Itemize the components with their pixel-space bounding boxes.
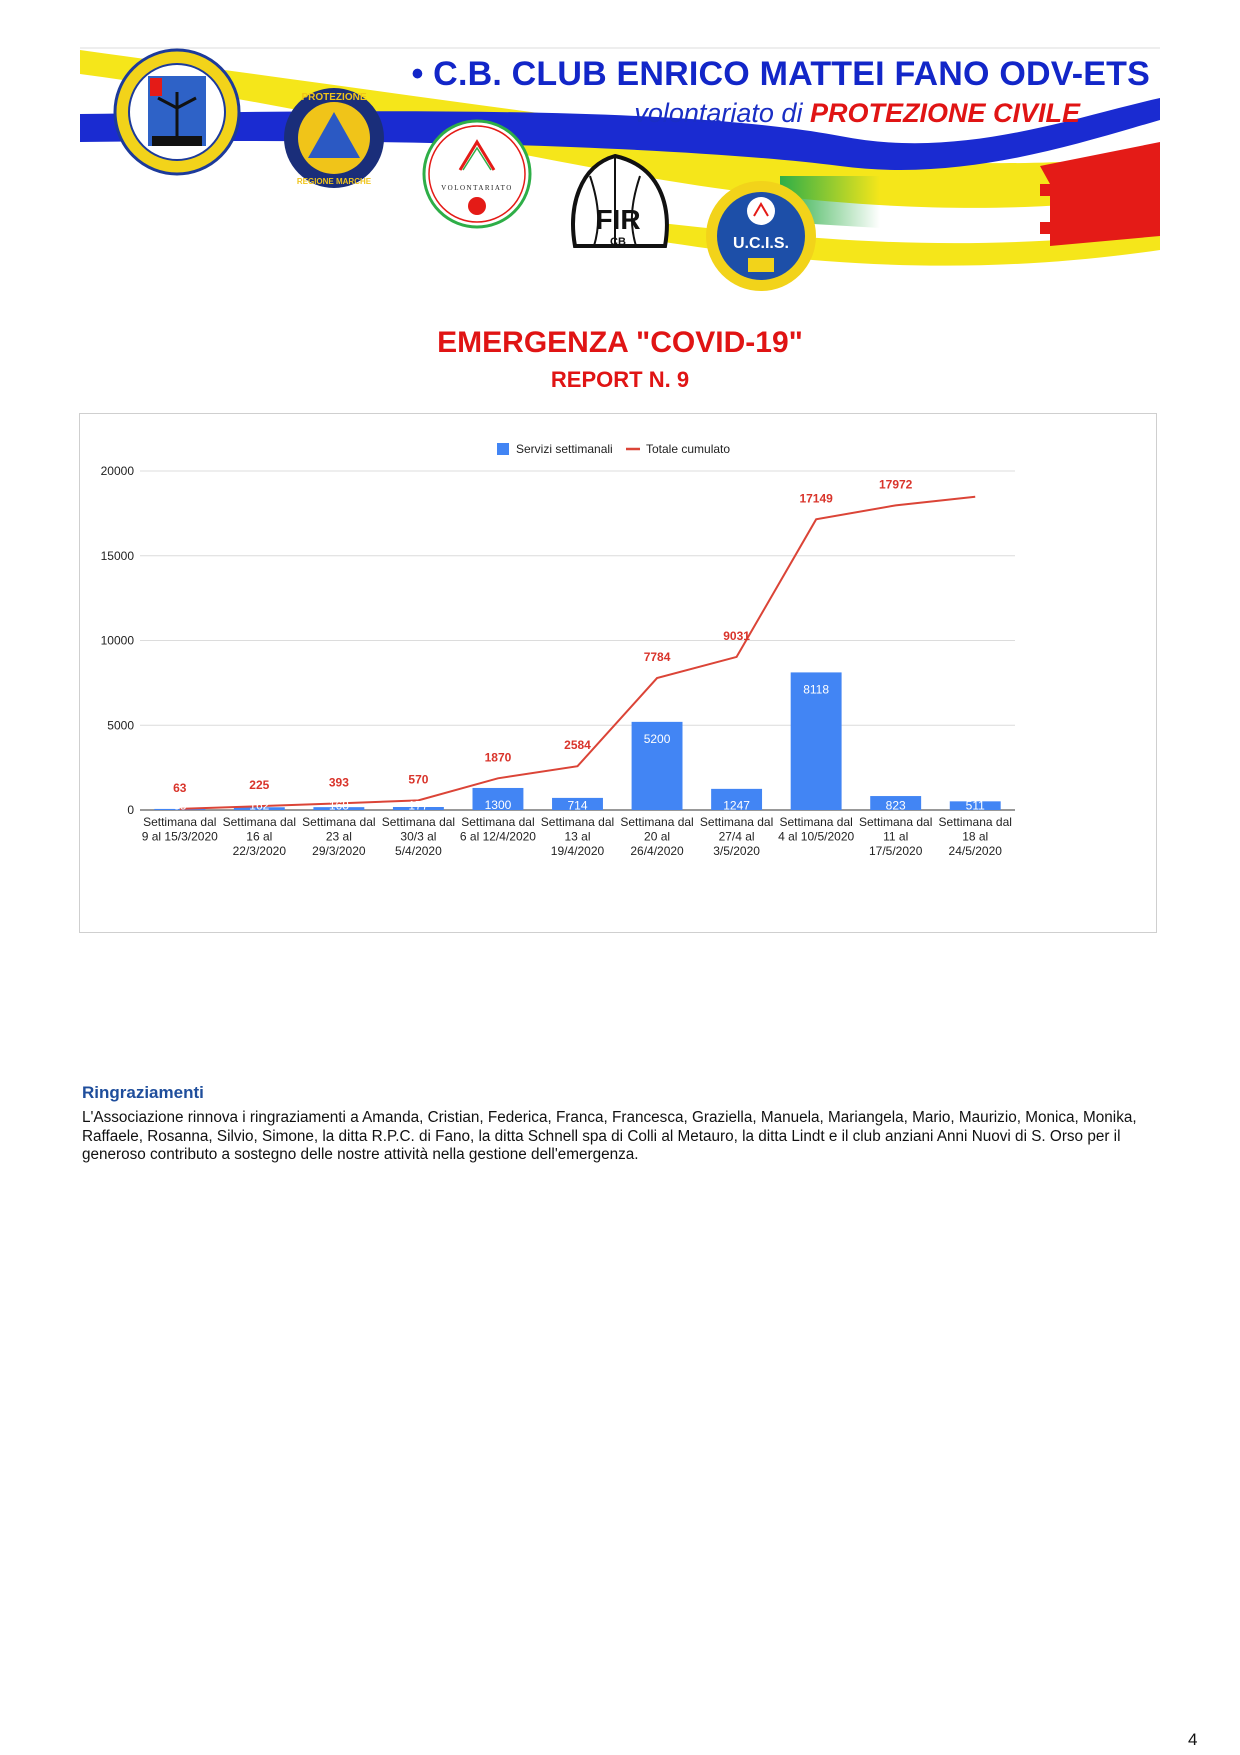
bar-value-label: 1247 <box>723 798 750 813</box>
cumulative-value-label: 1870 <box>484 750 512 765</box>
volontariato-logo <box>424 121 530 227</box>
subtitle-emphasis: PROTEZIONE CIVILE <box>809 98 1080 128</box>
y-tick-label: 15000 <box>100 548 134 563</box>
svg-text:CB: CB <box>610 236 626 248</box>
subtitle-prefix: volontariato di <box>634 98 803 128</box>
bar-value-label: 714 <box>567 798 588 813</box>
organization-name: • C.B. CLUB ENRICO MATTEI FANO ODV-ETS <box>411 55 1150 93</box>
x-category-label: Settimana dal <box>620 815 694 829</box>
x-category-label: 6 al 12/4/2020 <box>459 829 536 844</box>
x-category-label: Settimana dal <box>779 815 853 829</box>
report-title: EMERGENZA "COVID-19" <box>437 326 803 359</box>
x-category-label: 30/3 al <box>400 829 437 844</box>
thanks-heading: Ringraziamenti <box>82 1083 204 1102</box>
x-category-label: 27/4 al <box>718 829 755 844</box>
svg-text:FIR: FIR <box>595 204 641 235</box>
chart-line <box>180 497 975 809</box>
x-category-label: Settimana dal <box>302 815 376 829</box>
cumulative-line <box>180 497 975 809</box>
x-category-label: 3/5/2020 <box>713 844 760 858</box>
bar-value-label: 162 <box>249 798 270 813</box>
covid-chart <box>79 413 1157 933</box>
chart-gridlines <box>101 464 1015 817</box>
cumulative-value-label: 393 <box>328 775 349 790</box>
chart-canvas <box>80 414 1156 932</box>
ucis-logo <box>706 181 816 291</box>
legend-line-label: Totale cumulato <box>646 442 731 456</box>
x-category-label: Settimana dal <box>938 815 1012 829</box>
y-tick-label: 0 <box>127 803 134 817</box>
bar-value-label: 168 <box>328 798 349 813</box>
x-category-label: 26/4/2020 <box>630 844 684 858</box>
x-category-label: Settimana dal <box>858 815 933 829</box>
x-category-label: Settimana dal <box>461 815 535 829</box>
bar-value-label: 5200 <box>643 731 671 746</box>
cumulative-value-label: 225 <box>249 778 270 793</box>
cumulative-value-label: 17149 <box>799 491 833 506</box>
cumulative-value-label: 63 <box>173 780 187 795</box>
x-category-label: Settimana dal <box>540 815 615 829</box>
x-category-label: 13 al <box>564 829 591 844</box>
legend-bar-label: Servizi settimanali <box>516 442 613 456</box>
x-category-label: 23 al <box>325 829 352 844</box>
protezione-civile-marche-logo <box>284 88 384 188</box>
y-tick-label: 10000 <box>100 633 134 648</box>
organization-subtitle <box>420 98 1080 129</box>
legend-bar-swatch <box>497 443 509 455</box>
red-castle-shape <box>1040 142 1160 246</box>
page-number: 4 <box>1188 1730 1198 1749</box>
x-category-label: 20 al <box>644 829 671 844</box>
bar-value-label: 177 <box>408 798 429 813</box>
x-category-label: 4 al 10/5/2020 <box>778 829 855 844</box>
bar-value-label: 63 <box>173 798 187 813</box>
cumulative-value-label: 9031 <box>723 628 750 643</box>
x-category-label: 18 al <box>962 829 989 844</box>
x-category-label: 16 al <box>246 829 273 844</box>
x-category-label: 5/4/2020 <box>395 844 442 858</box>
thanks-text: L'Associazione rinnova i ringraziamenti a Amanda, Cristian, Federica, Franca, Francesca, Graziella, Manuela, Mariangela, Mario, Maurizio, Monica, Monika, Raffaele, Rosanna, Silvio, Simone, la ditta R.P.C. di Fano, la ditta Schnell spa di Colli al Metauro, la ditta Lindt e il club anziani Anni Nuovi di S. Orso per il generoso contributo a sostegno delle nostre attività nella gestione dell'emergenza. <box>82 1109 1137 1163</box>
y-tick-label: 20000 <box>100 464 134 478</box>
bar-value-label: 823 <box>885 798 906 813</box>
x-category-label: Settimana dal <box>143 815 217 829</box>
svg-text:REGIONE MARCHE: REGIONE MARCHE <box>296 177 372 186</box>
club-logo <box>115 50 239 174</box>
x-category-label: 17/5/2020 <box>868 844 923 858</box>
bar-value-label: 511 <box>965 798 985 813</box>
svg-text:PROTEZIONE: PROTEZIONE <box>301 92 367 103</box>
chart-legend <box>497 442 730 456</box>
report-number: REPORT N. 9 <box>550 367 690 392</box>
x-category-label: 29/3/2020 <box>312 844 366 858</box>
x-category-label: Settimana dal <box>699 815 774 829</box>
bar-value-label: 1300 <box>484 797 512 812</box>
bar-value-label: 8118 <box>803 682 830 697</box>
x-category-label: Settimana dal <box>381 815 456 829</box>
x-category-label: 24/5/2020 <box>948 844 1002 858</box>
x-category-label: 22/3/2020 <box>232 844 287 858</box>
cumulative-value-label: 17972 <box>878 477 913 492</box>
x-category-label: 19/4/2020 <box>550 844 605 858</box>
y-tick-label: 5000 <box>107 718 134 733</box>
cumulative-value-label: 7784 <box>643 650 671 665</box>
x-category-label: 9 al 15/3/2020 <box>141 829 218 844</box>
cumulative-value-label: 570 <box>408 772 429 787</box>
x-category-label: Settimana dal <box>222 815 297 829</box>
cumulative-value-label: 2584 <box>564 738 591 753</box>
svg-text:VOLONTARIATO: VOLONTARIATO <box>441 184 513 192</box>
svg-text:U.C.I.S.: U.C.I.S. <box>732 235 790 252</box>
x-category-label: 11 al <box>883 829 909 844</box>
